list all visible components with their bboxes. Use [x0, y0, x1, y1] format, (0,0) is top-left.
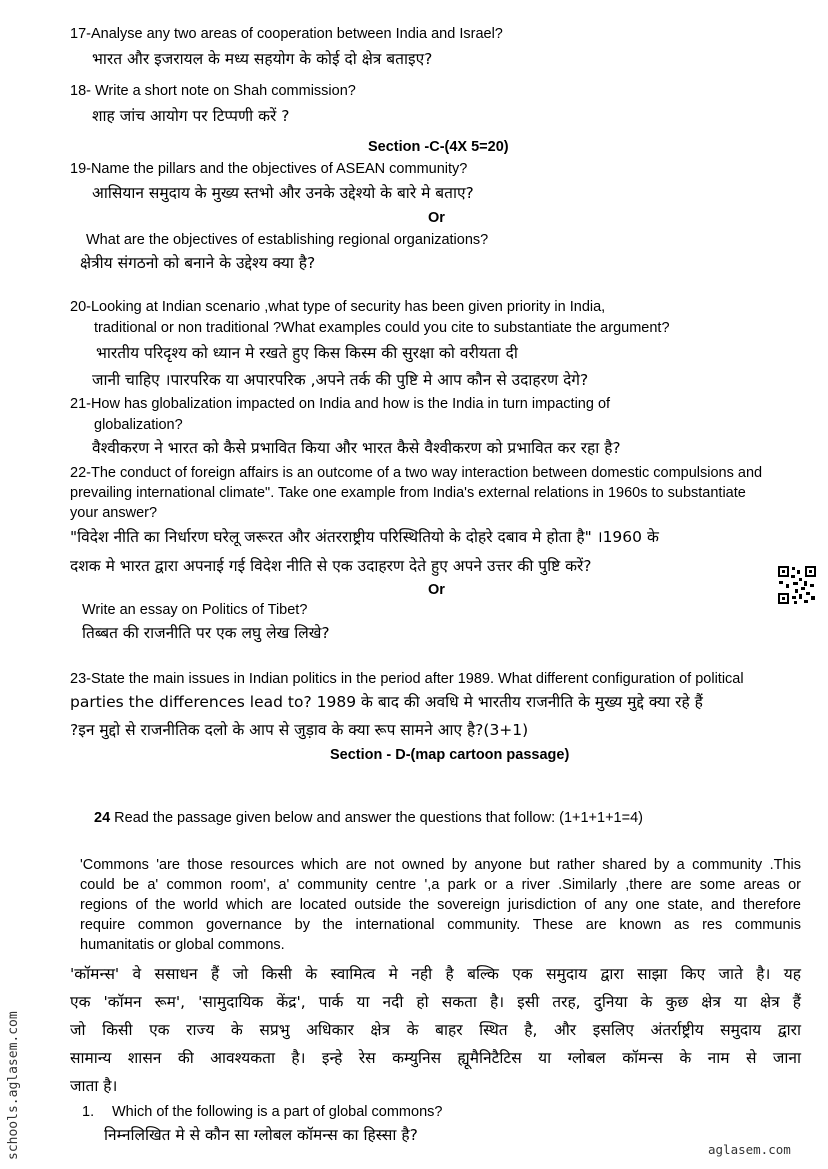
q22-or: Or — [428, 582, 445, 598]
q18-english: 18- Write a short note on Shah commission? — [70, 83, 356, 99]
q19-alt-english: What are the objectives of establishing regional organizations? — [86, 232, 489, 248]
q24-sub1-hindi: निम्नलिखित मे से कौन सा ग्लोबल कॉमन्स का हिस्सा है? — [104, 1126, 418, 1144]
q22-english-line2: prevailing international climate". Take one example from India's external relations in 1960s to substantiate — [70, 485, 746, 501]
q23-line3: ?इन मुद्दो से राजनीतिक दलो के आप से जुड़ाव के क्या रूप सामने आए है?(3+1) — [70, 721, 529, 739]
q17-hindi: भारत और इजरायल के मध्य सहयोग के कोई दो क्षेत्र बताइए? — [92, 50, 433, 68]
q19-or: Or — [428, 210, 445, 226]
q24-sub1-english: Which of the following is a part of global commons? — [112, 1104, 443, 1120]
q24-sub1-number: 1. — [82, 1104, 95, 1120]
side-watermark: schools.aglasem.com — [6, 1011, 21, 1160]
q23-line1: 23-State the main issues in Indian politics in the period after 1989. What different configuration of political — [70, 671, 744, 687]
q23-line2: parties the differences lead to? 1989 के बाद की अवधि मे भारतीय राजनीति के मुख्य मुद्दे क्या रहे हैं — [70, 693, 703, 711]
q24-instruction-text: Read the passage given below and answer the questions that follow: (1+1+1+1=4) — [110, 810, 643, 826]
q20-english-line2: traditional or non traditional ?What examples could you cite to substantiate the argument? — [94, 320, 670, 336]
q20-english-line1: 20-Looking at Indian scenario ,what type of security has been given priority in India, — [70, 299, 606, 315]
section-d-heading: Section - D-(map cartoon passage) — [330, 747, 570, 763]
q20-hindi-line1: भारतीय परिदृश्य को ध्यान मे रखते हुए किस किस्म की सुरक्षा को वरीयता दी — [96, 344, 518, 362]
passage-en-line: 'Commons 'are those resources which are not owned by anyone but rather shared by a community .This — [80, 857, 801, 873]
q19-hindi: आसियान समुदाय के मुख्य स्तभो और उनके उद्देश्यो के बारे मे बताए? — [92, 184, 474, 202]
q21-hindi: वैश्वीकरण ने भारत को कैसे प्रभावित किया और भारत कैसे वैश्वीकरण को प्रभावित कर रहा है? — [92, 439, 621, 457]
q19-alt-hindi: क्षेत्रीय संगठनो को बनाने के उद्देश्य क्या है? — [80, 254, 316, 272]
q19-english: 19-Name the pillars and the objectives of ASEAN community? — [70, 161, 468, 177]
q20-hindi-line2: जानी चाहिए ।पारपरिक या अपारपरिक ,अपने तर्क की पुष्टि मे आप कौन से उदाहरण देगे? — [92, 371, 589, 389]
passage-hi-line: जो किसी एक राज्य के सप्रभु अधिकार क्षेत्र के बाहर स्थित है, और इसलिए अंतर्राष्ट्रीय समुदाय द्वारा — [70, 1021, 801, 1039]
passage-en-line: could be a' common room', a' community centre ',a park or a river .Similarly ,there are some areas or — [80, 877, 801, 893]
passage-hi-line: एक 'कॉमन रूम', 'सामुदायिक केंद्र', पार्क या नदी हो सकता है। इसी तरह, दुनिया के कुछ क्षेत्र या क्षेत्र हैं — [70, 993, 801, 1011]
passage-hi-line: जाता है। — [70, 1077, 118, 1095]
footer-watermark: aglasem.com — [708, 1142, 791, 1157]
q22-hindi-line1: "विदेश नीति का निर्धारण घरेलू जरूरत और अंतरराष्ट्रीय परिस्थितियो के दोहरे दबाव मे होता है" ।1960 के — [70, 528, 659, 546]
q21-english-line2: globalization? — [94, 417, 183, 433]
passage-hi-line: 'कॉमन्स' वे ससाधन हैं जो किसी के स्वामित्व मे नही है बल्कि एक समुदाय द्वारा साझा किए जाते है। यह — [70, 965, 801, 983]
passage-hi-line: सामान्य शासन की आवश्यकता है। इन्हे रेस कम्युनिस ह्यूमैनिटैटिस या ग्लोबल कॉमन्स के नाम से जाना — [70, 1049, 801, 1067]
q22-english-line3: your answer? — [70, 505, 158, 521]
passage-en-line: humanitatis or global commons. — [80, 937, 285, 953]
qr-code-icon — [777, 565, 817, 605]
q24-number: 24 — [94, 810, 111, 826]
passage-en-line: require common governance by the international community. These are known as res communis — [80, 917, 801, 933]
q22-alt-english: Write an essay on Politics of Tibet? — [82, 602, 308, 618]
q24-instruction — [94, 809, 643, 827]
passage-en-line: regions of the world which are located outside the sovereign jurisdiction of any one state, and therefore — [80, 897, 801, 913]
q21-english-line1: 21-How has globalization impacted on India and how is the India in turn impacting of — [70, 396, 611, 412]
q22-alt-hindi: तिब्बत की राजनीति पर एक लघु लेख लिखे? — [82, 624, 330, 642]
q17-english: 17-Analyse any two areas of cooperation between India and Israel? — [70, 26, 503, 42]
section-c-heading: Section -C-(4X 5=20) — [368, 139, 509, 155]
q18-hindi: शाह जांच आयोग पर टिप्पणी करें ? — [92, 107, 290, 125]
q22-english-line1: 22-The conduct of foreign affairs is an outcome of a two way interaction between domestic compulsions and — [70, 465, 763, 481]
q22-hindi-line2: दशक मे भारत द्वारा अपनाई गई विदेश नीति से एक उदाहरण देते हुए अपने उत्तर की पुष्टि करें? — [70, 557, 592, 575]
